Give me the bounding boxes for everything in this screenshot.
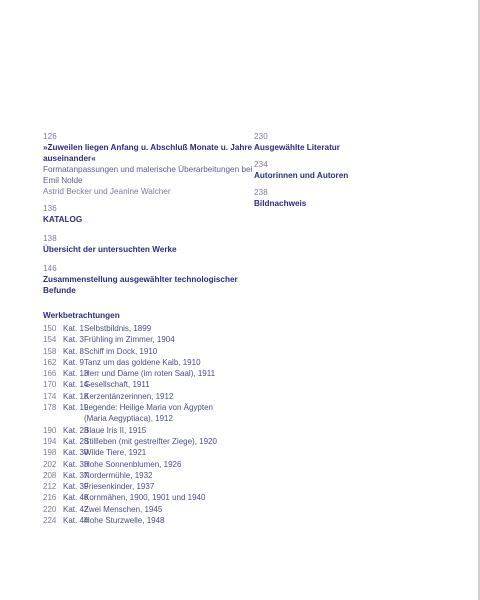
work-title: Selbstbildnis, 1899 (84, 324, 152, 333)
work-page-number: 198 (43, 448, 57, 458)
work-catalog-number: Kat. 28 (63, 436, 89, 446)
toc-entry-overview (43, 234, 253, 255)
works-list-item (43, 481, 253, 492)
work-title: Blaue Iris II, 1915 (84, 425, 147, 435)
work-title: (Maria Aegyptiaca), 1912 (84, 414, 173, 424)
work-page-number: 158 (43, 346, 57, 356)
toc-entry-katalog (43, 204, 253, 225)
entry-title: Zusammenstellung ausgewählter technologischer Befunde (43, 275, 238, 295)
works-list-item (43, 447, 253, 458)
work-catalog-number: Kat. 40 (63, 493, 89, 503)
work-catalog-number: Kat. 9 (63, 357, 84, 367)
page-number: 238 (254, 188, 268, 197)
works-list-item (43, 368, 253, 379)
toc-entry-essay (43, 132, 253, 197)
work-catalog-number: Kat. 33 (63, 459, 89, 469)
work-title: Kerzentänzerinnen, 1912 (84, 391, 174, 401)
works-list-item (43, 323, 253, 334)
work-title: Legende: Heilige Maria von Ägypten (84, 403, 213, 413)
works-list-item (43, 379, 253, 390)
toc-entry-findings (43, 264, 253, 296)
works-section-title: Werkbetrachtungen (43, 311, 120, 320)
entry-title: Übersicht der untersuchten Werke (43, 245, 177, 254)
work-page-number: 208 (43, 470, 57, 480)
work-catalog-number: Kat. 37 (63, 470, 89, 480)
work-page-number: 150 (43, 324, 57, 333)
entry-subtitle: Formatanpassungen und malerische Überarbeitungen bei Emil Nolde (43, 165, 253, 185)
work-catalog-number: Kat. 18 (63, 391, 89, 401)
work-title: Stillleben (mit gestreifter Ziege), 1920 (84, 436, 217, 446)
page-number: 234 (254, 160, 268, 169)
works-list-item (43, 334, 253, 345)
works-list (43, 323, 253, 526)
entry-title: Ausgewählte Literatur (254, 143, 340, 152)
work-page-number: 190 (43, 425, 57, 435)
works-list-item (43, 346, 253, 357)
works-list-item (43, 357, 253, 368)
work-title: Wilde Tiere, 1921 (84, 448, 147, 458)
work-title: Frühling im Zimmer, 1904 (84, 335, 175, 345)
entry-title: »Zuweilen liegen Anfang u. Abschluß Monate u. Jahre auseinander« (43, 143, 253, 163)
works-list-item (43, 459, 253, 470)
entry-title: Autorinnen und Autoren (254, 171, 349, 180)
work-page-number: 194 (43, 436, 57, 446)
works-list-item (43, 402, 253, 413)
work-page-number: 162 (43, 357, 57, 367)
work-catalog-number: Kat. 13 (63, 369, 89, 379)
works-list-item (43, 470, 253, 481)
work-title: Tanz um das goldene Kalb, 1910 (84, 357, 201, 367)
page-number: 230 (254, 132, 268, 141)
work-catalog-number: Kat. 14 (63, 380, 89, 390)
works-list-item (43, 391, 253, 402)
work-page-number: 166 (43, 369, 57, 379)
work-catalog-number: Kat. 8 (63, 346, 84, 356)
work-page-number: 224 (43, 516, 57, 526)
page-number: 126 (43, 132, 57, 141)
work-page-number: 174 (43, 391, 57, 401)
works-list-item (43, 504, 253, 515)
work-page-number: 216 (43, 493, 57, 503)
toc-left-column (43, 132, 253, 526)
work-title: Nordermühle, 1932 (84, 470, 153, 480)
work-catalog-number: Kat. 30 (63, 448, 89, 458)
page-number: 138 (43, 234, 57, 243)
work-catalog-number: Kat. 23 (63, 425, 89, 435)
work-page-number: 202 (43, 459, 57, 469)
work-page-number: 154 (43, 335, 57, 345)
toc-entry-authors (254, 160, 454, 181)
toc-entry-literature (254, 132, 454, 153)
work-catalog-number: Kat. 39 (63, 482, 89, 492)
entry-authors: Astrid Becker und Jeanine Walcher (43, 187, 171, 196)
page-number: 146 (43, 264, 57, 273)
works-list-item (43, 515, 253, 526)
work-page-number: 170 (43, 380, 57, 390)
toc-right-column (254, 132, 454, 209)
work-catalog-number: Kat. 1 (63, 324, 84, 333)
work-page-number: 220 (43, 504, 57, 514)
works-list-item (43, 436, 253, 447)
works-list-item (43, 492, 253, 503)
work-catalog-number: Kat. 19 (63, 403, 89, 413)
work-title: Hohe Sturzwelle, 1948 (84, 516, 165, 526)
entry-title: Bildnachweis (254, 199, 307, 208)
work-catalog-number: Kat. 42 (63, 504, 89, 514)
entry-title: KATALOG (43, 215, 83, 224)
page-number: 136 (43, 204, 57, 213)
toc-entry-image-credits (254, 188, 454, 209)
work-title: Kornmähen, 1900, 1901 und 1940 (84, 493, 206, 503)
work-catalog-number: Kat. 3 (63, 335, 84, 345)
work-title: Hohe Sonnenblumen, 1926 (84, 459, 182, 469)
work-title: Gesellschaft, 1911 (84, 380, 150, 390)
works-list-item (43, 425, 253, 436)
works-list-item (43, 413, 253, 424)
work-title: Zwei Menschen, 1945 (84, 504, 163, 514)
work-title: Schiff im Dock, 1910 (84, 346, 158, 356)
work-page-number: 212 (43, 482, 57, 492)
work-title: Friesenkinder, 1937 (84, 482, 155, 492)
work-title: Herr und Dame (im roten Saal), 1911 (84, 369, 216, 379)
work-page-number: 178 (43, 403, 57, 413)
work-catalog-number: Kat. 44 (63, 516, 89, 526)
